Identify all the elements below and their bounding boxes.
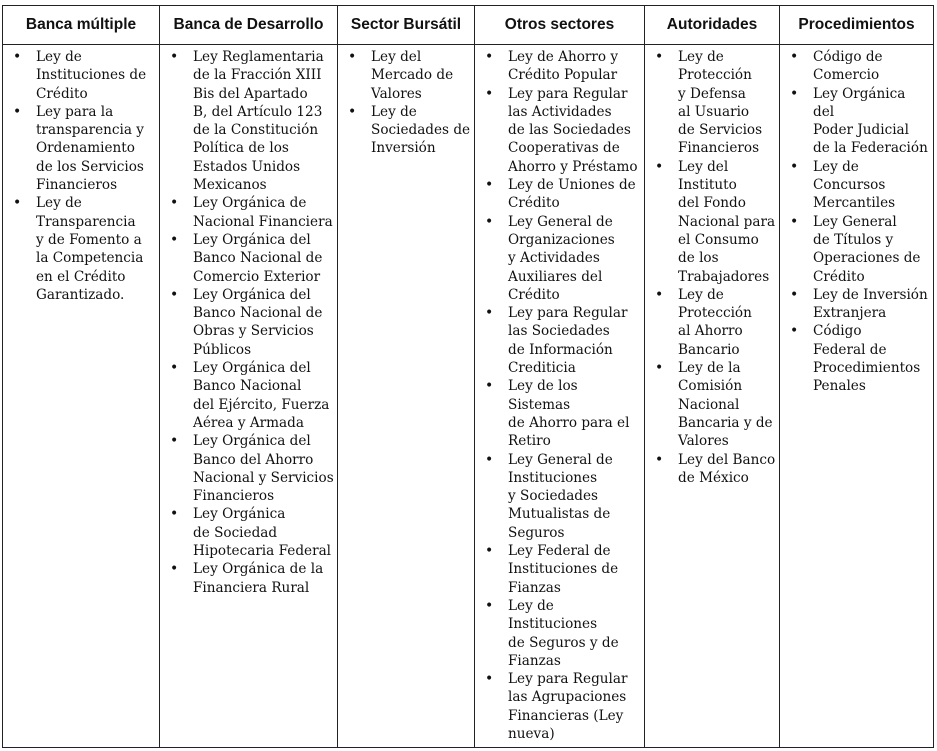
list-item-line: Crédito [508,286,560,303]
list-otros-sectores [481,48,641,743]
list-item-line: Concursos [813,177,886,194]
list-item-line: Valores [371,85,422,102]
list-item-line: • Ley para Regular [508,305,628,322]
list-item-line: Instituciones [508,469,598,486]
list-item-line: Banco Nacional de [193,305,323,322]
cell-sector-bursatil [338,45,475,748]
list-item-line: Penales [813,378,866,395]
list-item-line: • Ley Orgánica de [193,195,307,212]
list-item [166,231,334,286]
list-item [9,194,156,304]
list-item-line: Instituciones de [36,67,147,84]
list-item-line: Sociedades de [371,122,471,139]
list-item-line: • Ley de Inversión [813,286,928,303]
list-item [481,670,641,743]
cell-procedimientos [780,45,934,748]
list-item-line: y Actividades [508,250,600,267]
list-item-line: • Ley Reglamentaria [193,49,324,65]
list-banca-multiple [9,48,156,304]
list-item-line: de Ahorro para el [508,414,630,431]
header-otros-sectores: Otros sectores [475,6,645,45]
list-item-line: y de Fomento a [36,231,142,248]
list-item-line: de la Fracción XIII [193,67,322,84]
list-item-line: Valores [678,433,729,450]
list-item [166,432,334,505]
cell-banca-multiple [3,45,160,748]
list-item-line: las Actividades [508,103,612,120]
list-item-line: • Ley de [508,597,554,614]
header-autoridades: Autoridades [645,6,780,45]
list-item-line: de la Constitución [193,122,319,139]
list-item-line: Banco Nacional [193,378,302,395]
list-item-line: B, del Artículo 123 [193,103,323,120]
list-item-line: • Ley de [36,195,82,212]
list-item-line: el Consumo [678,231,759,248]
list-item-line: • Ley de los Sistemas [508,378,578,413]
list-item-line: • Ley Orgánica del [193,433,311,450]
list-item-line: en el Crédito [36,268,126,285]
list-item [651,286,776,359]
list-item-line: Transparencia [36,213,136,230]
list-item-line: transparencia y [36,122,144,139]
list-item-line: • Ley para Regular [508,85,628,102]
list-item-line: • Ley de Ahorro y [508,49,619,65]
list-item-line: Crédito [813,268,865,285]
list-item [651,48,776,158]
content-row [3,45,934,748]
list-item-line: de Títulos y [813,231,894,248]
list-item-line: Financiera Rural [193,579,310,596]
list-item-line: • Ley de [36,49,82,65]
list-item-line: de Sociedad [193,524,278,541]
list-item-line: Mutualistas de [508,506,611,523]
list-item-line: • Ley Federal de [508,543,611,560]
list-item [481,176,641,213]
list-item-line: Aérea y Armada [193,414,304,431]
list-item [786,213,930,286]
list-procedimientos [786,48,930,396]
list-item-line: Nacional para [678,213,776,230]
laws-table [2,5,934,748]
list-item-line: Bancario [678,341,740,358]
list-item [481,304,641,377]
list-item-line: • Ley de [678,286,724,303]
list-item-line: Nacional Financiera [193,213,333,230]
header-banca-de-desarrollo: Banca de Desarrollo [160,6,338,45]
list-item-line: Fianzas [508,652,561,669]
list-item [9,48,156,103]
list-item-line: • Ley del [371,49,422,65]
list-item [166,560,334,597]
header-banca-multiple: Banca múltiple [3,6,160,45]
list-item [344,103,471,158]
list-item-line: Nacional y Servicios [193,469,334,486]
list-item-line: Federal de [813,341,887,358]
list-item-line: del Ejército, Fuerza [193,396,330,413]
list-item-line: • Código [813,323,862,340]
list-item-line: Financieros [36,177,118,194]
list-item-line: de las Sociedades [508,122,631,139]
list-item [786,286,930,323]
list-item [9,103,156,194]
list-item-line: de Información [508,341,613,358]
cell-autoridades [645,45,780,748]
list-item-line: • Ley del Banco [678,451,776,468]
list-item-line: • Ley General de [508,213,613,230]
list-item-line: • Ley Orgánica del [813,85,906,120]
list-item-line: Mercado de [371,67,454,84]
list-item-line: Hipotecaria Federal [193,543,332,560]
list-item [481,377,641,450]
list-item [786,85,930,158]
list-item-line: Financieros [193,488,275,505]
list-item-line: • Ley Orgánica del [193,286,311,303]
list-item-line: • Ley General [813,213,897,230]
list-item-line: Crédito Popular [508,67,618,84]
list-item-line: Protección [678,305,752,322]
list-item [344,48,471,103]
list-item-line: Seguros [508,524,565,541]
list-item-line: • Ley del [678,158,729,175]
list-item-line: • Ley de [813,158,859,175]
list-item-line: Inversión [371,140,436,157]
list-item-line: Instituciones de [508,561,619,578]
list-item-line: Trabajadores [678,268,770,285]
list-item [481,451,641,542]
list-item-line: Mexicanos [193,177,267,194]
list-item-line: Bis del Apartado [193,85,308,102]
list-item-line: Bancaria y de [678,414,773,431]
list-autoridades [651,48,776,487]
list-item-line: • Ley de [371,103,417,120]
list-item [651,158,776,286]
list-item [481,48,641,85]
list-item [786,48,930,85]
list-item-line: la Competencia [36,250,144,267]
list-item-line: Mercantiles [813,195,896,212]
list-item-line: Ordenamiento [36,140,135,157]
list-item-line: Instituto [678,177,737,194]
list-item-line: • Ley para la [36,103,114,120]
list-item-line: Obras y Servicios [193,323,314,340]
list-item [166,286,334,359]
list-item-line: • Ley Orgánica del [193,231,311,248]
list-item [166,48,334,194]
list-item-line: • Ley Orgánica [193,506,286,523]
list-item-line: Banco del Ahorro [193,451,314,468]
list-item-line: • Ley para Regular [508,671,628,688]
list-item-line: de Seguros y de [508,634,619,651]
list-item-line: Operaciones de [813,250,921,267]
list-item [481,213,641,304]
list-item-line: Financieras (Ley [508,707,624,724]
list-item-line: • Ley de la [678,360,741,377]
list-item-line: las Agrupaciones [508,689,627,706]
list-item [481,85,641,176]
list-item-line: Procedimientos [813,360,921,377]
list-item [166,359,334,432]
list-item-line: Crediticia [508,360,576,377]
list-item-line: • Ley Orgánica del [193,360,311,377]
list-item-line: Crédito [508,195,560,212]
list-item-line: Banco Nacional de [193,250,323,267]
list-item [166,194,334,231]
list-item-line: las Sociedades [508,323,610,340]
list-item-line: Nacional [678,396,740,413]
header-row [3,6,934,45]
list-item [786,322,930,395]
list-item-line: y Defensa [678,85,746,102]
list-item-line: Protección [678,67,752,84]
list-item [651,451,776,488]
list-item-line: Organizaciones [508,231,615,248]
list-item [786,158,930,213]
list-item-line: Fianzas [508,579,561,596]
list-item-line: del Fondo [678,195,746,212]
list-sector-bursatil [344,48,471,158]
list-item-line: • Código de [813,49,883,65]
list-item-line: Financieros [678,140,760,157]
list-item-line: Comisión [678,378,743,395]
list-item-line: Instituciones [508,616,598,633]
list-item-line: al Usuario [678,103,750,120]
header-sector-bursatil: Sector Bursátil [338,6,475,45]
list-item-line: y Sociedades [508,488,599,505]
list-item-line: Extranjera [813,305,887,322]
list-item-line: Públicos [193,341,252,358]
list-item-line: Comercio Exterior [193,268,321,285]
list-item-line: de la Federación [813,140,928,157]
list-item-line: Garantizado. [36,286,125,303]
list-item [166,505,334,560]
list-item [651,359,776,450]
list-item-line: • Ley de [678,49,724,65]
list-item-line: de México [678,469,749,486]
header-procedimientos: Procedimientos [780,6,934,45]
list-item [481,542,641,597]
list-banca-de-desarrollo [166,48,334,597]
list-item-line: nueva) [508,725,555,742]
list-item [481,597,641,670]
list-item-line: Auxiliares del [508,268,603,285]
list-item-line: Ahorro y Préstamo [508,158,638,175]
list-item-line: de Servicios [678,122,763,139]
list-item-line: de los [678,250,719,267]
list-item-line: Crédito [36,85,88,102]
list-item-line: Poder Judicial [813,122,910,139]
list-item-line: • Ley de Uniones de [508,177,636,194]
cell-banca-de-desarrollo [160,45,338,748]
list-item-line: Retiro [508,433,551,450]
list-item-line: Estados Unidos [193,158,301,175]
list-item-line: Comercio [813,67,880,84]
list-item-line: • Ley Orgánica de la [193,561,324,578]
list-item-line: • Ley General de [508,451,613,468]
list-item-line: Cooperativas de [508,140,620,157]
list-item-line: de los Servicios [36,158,144,175]
list-item-line: al Ahorro [678,323,743,340]
list-item-line: Política de los [193,140,289,157]
cell-otros-sectores [475,45,645,748]
